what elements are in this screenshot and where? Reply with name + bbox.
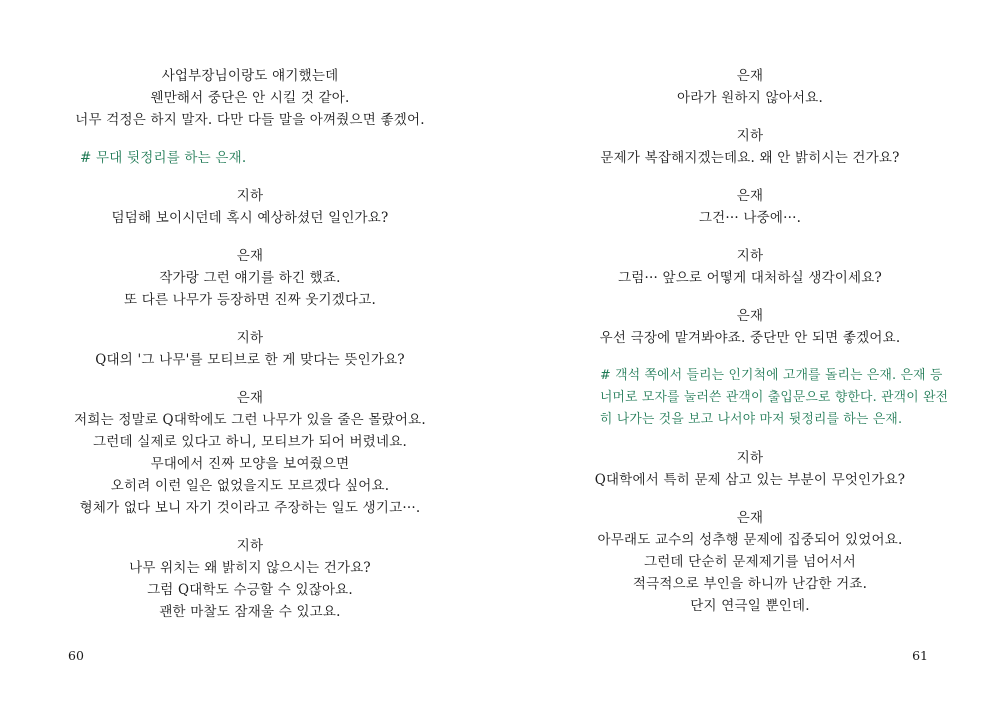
dialogue-line: 그럼··· 앞으로 어떻게 대처하실 생각이세요? — [618, 270, 882, 286]
speaker-name: 지하 — [236, 538, 264, 554]
speaker-name: 은재 — [236, 390, 264, 406]
dialogue-line: 단지 연극일 뿐인데. — [690, 598, 810, 614]
dialogue-line: 형체가 없다 보니 자기 것이라고 주장하는 일도 생기고···. — [79, 500, 421, 516]
dialogue-line: 무대에서 진짜 모양을 보여줬으면 — [150, 456, 350, 472]
dialogue-line: 사업부장님이랑도 얘기했는데 — [161, 68, 339, 84]
page-number: 61 — [912, 648, 928, 663]
speaker-name: 지하 — [736, 248, 764, 264]
stage-direction: 히 나가는 것을 보고 나서야 마저 뒷정리를 하는 은재. — [600, 412, 903, 427]
dialogue-line: 저희는 정말로 Q대학에도 그런 나무가 있을 줄은 몰랐어요. — [74, 412, 426, 428]
dialogue-line: 아라가 원하지 않아서요. — [677, 90, 823, 106]
stage-direction: # 무대 뒷정리를 하는 은재. — [80, 150, 247, 166]
dialogue-line: 웬만해서 중단은 안 시킬 것 같아. — [150, 90, 350, 106]
dialogue-line: Q대학에서 특히 문제 삼고 있는 부분이 무엇인가요? — [594, 472, 906, 488]
dialogue-line: 작가랑 그런 얘기를 하긴 했죠. — [159, 270, 341, 286]
speaker-name: 은재 — [236, 248, 264, 264]
dialogue-line: 괜한 마찰도 잠재울 수 있고요. — [159, 604, 341, 620]
stage-direction: 너머로 모자를 눌러쓴 관객이 출입문으로 향한다. 관객이 완전 — [600, 390, 949, 405]
dialogue-line: 덤덤해 보이시던데 혹시 예상하셨던 일인가요? — [111, 210, 389, 226]
dialogue-line: Q대의 '그 나무'를 모티브로 한 게 맞다는 뜻인가요? — [95, 352, 405, 368]
dialogue-line: 나무 위치는 왜 밝히지 않으시는 건가요? — [129, 560, 371, 576]
dialogue-line: 너무 걱정은 하지 말자. 다만 다들 말을 아껴줬으면 좋겠어. — [75, 112, 425, 128]
speaker-name: 지하 — [736, 450, 764, 466]
dialogue-line: 적극적으로 부인을 하니까 난감한 거죠. — [632, 576, 868, 592]
dialogue-line: 그런데 실제로 있다고 하니, 모티브가 되어 버렸네요. — [93, 434, 407, 450]
dialogue-line: 우선 극장에 맡겨봐야죠. 중단만 안 되면 좋겠어요. — [599, 330, 901, 346]
dialogue-line: 또 다른 나무가 등장하면 진짜 웃기겠다고. — [123, 292, 377, 308]
dialogue-line: 그건··· 나중에···. — [698, 210, 802, 226]
dialogue-line: 아무래도 교수의 성추행 문제에 집중되어 있었어요. — [597, 532, 903, 548]
speaker-name: 은재 — [736, 510, 764, 526]
dialogue-line: 오히려 이런 일은 없었을지도 모르겠다 싶어요. — [110, 478, 390, 494]
page-number: 60 — [68, 648, 84, 663]
speaker-name: 지하 — [236, 330, 264, 346]
speaker-name: 지하 — [736, 128, 764, 144]
speaker-name: 은재 — [736, 68, 764, 84]
dialogue-line: 그런데 단순히 문제제기를 넘어서서 — [643, 554, 857, 570]
speaker-name: 은재 — [736, 308, 764, 324]
right-page — [500, 0, 1000, 710]
stage-direction: # 객석 쪽에서 들리는 인기척에 고개를 돌리는 은재. 은재 등 — [600, 368, 943, 383]
dialogue-line: 문제가 복잡해지겠는데요. 왜 안 밝히시는 건가요? — [600, 150, 900, 166]
speaker-name: 은재 — [736, 188, 764, 204]
speaker-name: 지하 — [236, 188, 264, 204]
dialogue-line: 그럼 Q대학도 수긍할 수 있잖아요. — [147, 582, 353, 598]
